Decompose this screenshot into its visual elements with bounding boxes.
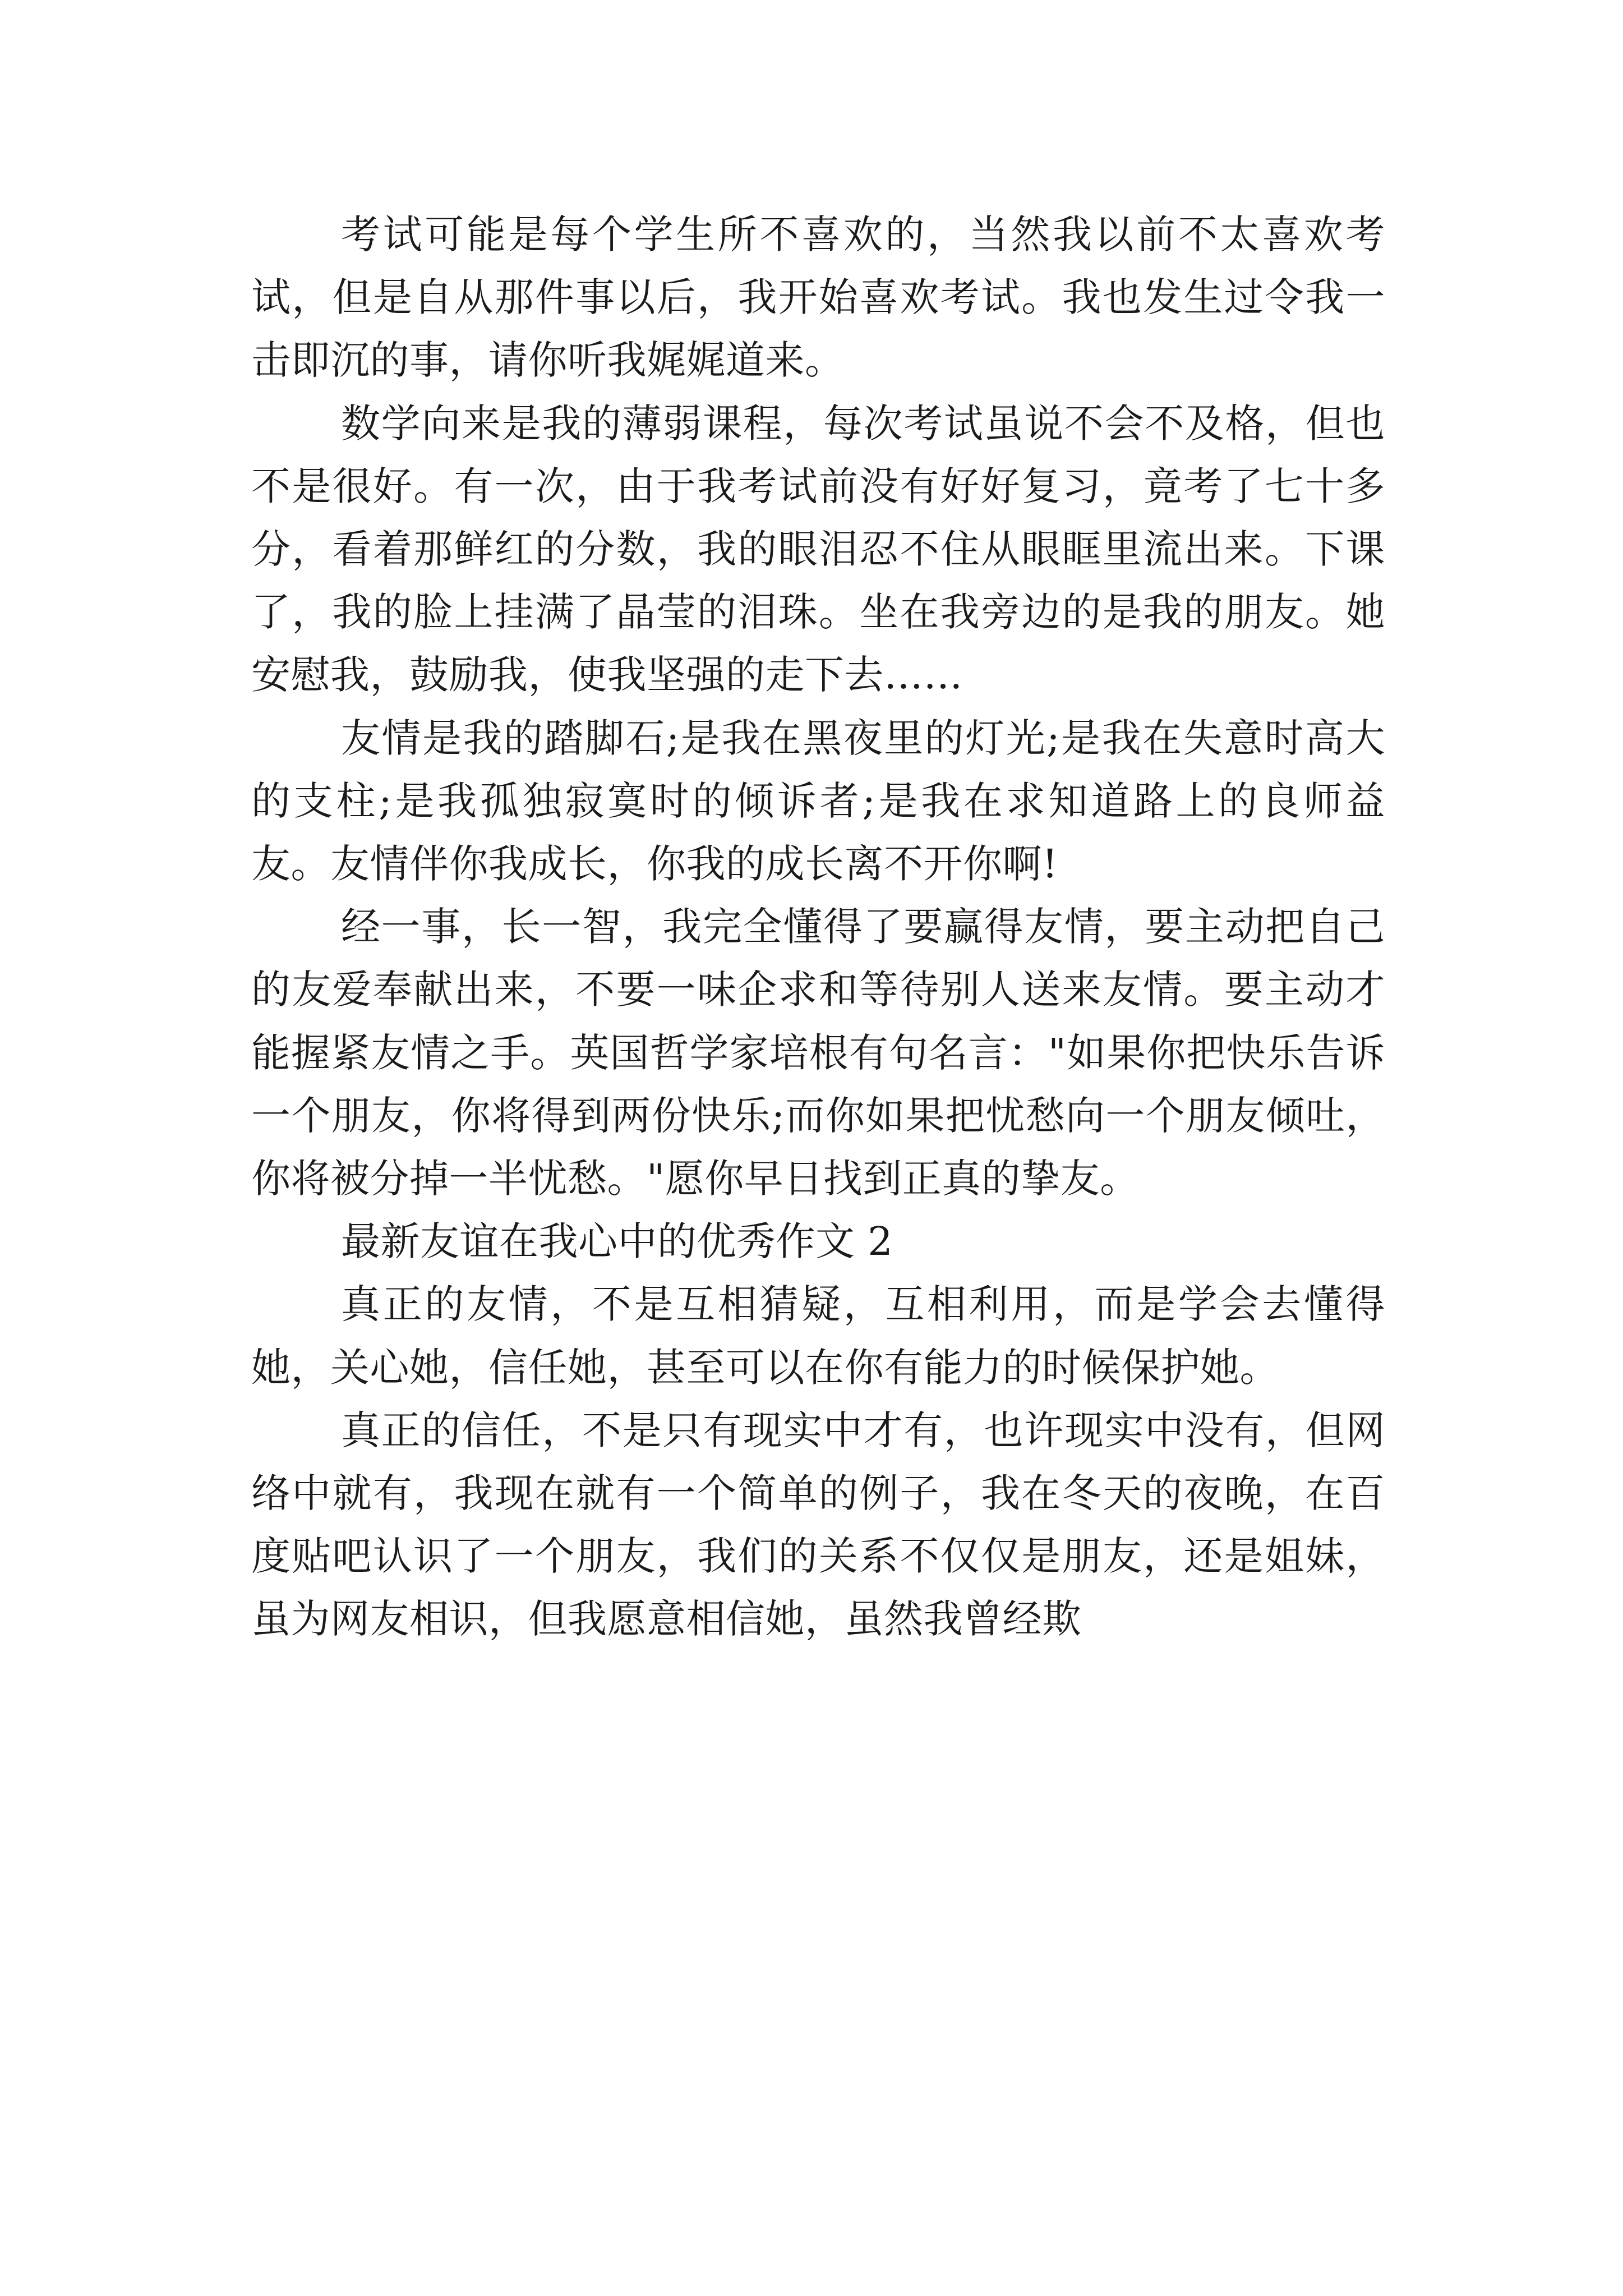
paragraph-5: 真正的友情，不是互相猜疑，互相利用，而是学会去懂得她，关心她，信任她，甚至可以在你有能力的时候保护她。 (251, 1281, 1385, 1391)
paragraph-3: 友情是我的踏脚石;是我在黑夜里的灯光;是我在失意时高大的支柱;是我孤独寂寞时的倾诉者;是我在求知道路上的良师益友。友情伴你我成长，你我的成长离不开你啊! (251, 715, 1385, 887)
section-title: 最新友谊在我心中的优秀作文 2 (341, 1218, 893, 1265)
document-body (251, 203, 1385, 1651)
paragraph-1: 考试可能是每个学生所不喜欢的，当然我以前不太喜欢考试，但是自从那件事以后，我开始喜欢考试。我也发生过令我一击即沉的事，请你听我娓娓道来。 (251, 211, 1385, 384)
paragraph-4: 经一事，长一智，我完全懂得了要赢得友情，要主动把自己的友爱奉献出来，不要一味企求和等待别人送来友情。要主动才能握紧友情之手。英国哲学家培根有句名言："如果你把快乐告诉一个朋友，你将得到两份快乐;而你如果把忧愁向一个朋友倾吐，你将被分掉一半忧愁。"愿你早日找到正真的挚友。 (251, 904, 1385, 1202)
paragraph-6: 真正的信任，不是只有现实中才有，也许现实中没有，但网络中就有，我现在就有一个简单的例子，我在冬天的夜晚，在百度贴吧认识了一个朋友，我们的关系不仅仅是朋友，还是姐妹，虽为网友相识，但我愿意相信她，虽然我曾经欺 (251, 1407, 1385, 1642)
paragraph-2: 数学向来是我的薄弱课程，每次考试虽说不会不及格，但也不是很好。有一次，由于我考试前没有好好复习，竟考了七十多分，看着那鲜红的分数，我的眼泪忍不住从眼眶里流出来。下课了，我的脸上挂满了晶莹的泪珠。坐在我旁边的是我的朋友。她安慰我，鼓励我，使我坚强的走下去…… (251, 400, 1385, 698)
